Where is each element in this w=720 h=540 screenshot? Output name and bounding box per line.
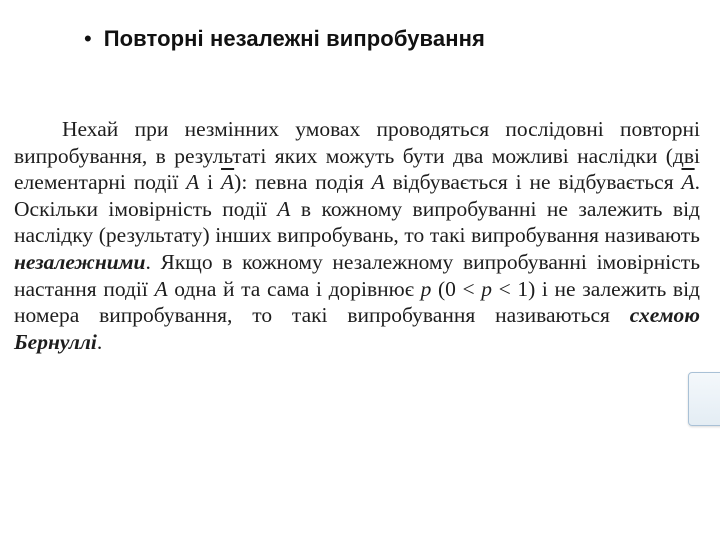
text-run: Нехай при незмінних умовах проводяться послідовні повторні випробування, в результаті яких можуть бути два можливі наслідки (дві елементарні події [14, 117, 700, 195]
scanned-text-paragraph [14, 116, 700, 355]
text-run: ): певна подія [234, 170, 372, 195]
text-run: і [199, 170, 222, 195]
probability-p: p [481, 276, 492, 301]
side-panel-tab[interactable] [688, 372, 720, 426]
text-run: . Якщо в кожному незалежному випробуванні імовірність настання події [14, 249, 700, 301]
text-run: в кожному випробуванні не залежить від наслідку (результату) інших випробувань, то такі випробування називають [14, 196, 700, 248]
event-a: A [277, 196, 291, 221]
text-run: (0 < [431, 276, 482, 301]
term-bernoulli-scheme: схемою Бернуллі [14, 303, 700, 354]
text-run: відбувається і не відбувається [384, 170, 682, 195]
text-run: < 1) і не залежить від номера випробування, то такі випробування називаються [14, 276, 700, 328]
event-a: A [371, 170, 385, 195]
event-a: A [154, 276, 168, 301]
event-a: A [186, 170, 200, 195]
term-independent: незалежними [14, 249, 146, 274]
title-row [84, 26, 485, 52]
probability-p: p [420, 276, 432, 301]
text-run: одна й та сама і дорівнює [167, 276, 421, 301]
text-run: . [96, 329, 103, 354]
event-not-a: $\overline{A}$ [681, 170, 695, 195]
title-bullet: • [84, 26, 92, 51]
slide-title: Повторні незалежні випробування [103, 26, 485, 51]
event-not-a: $\overline{A}$ [221, 170, 235, 195]
text-run: . Оскільки імовірність події [14, 170, 700, 221]
